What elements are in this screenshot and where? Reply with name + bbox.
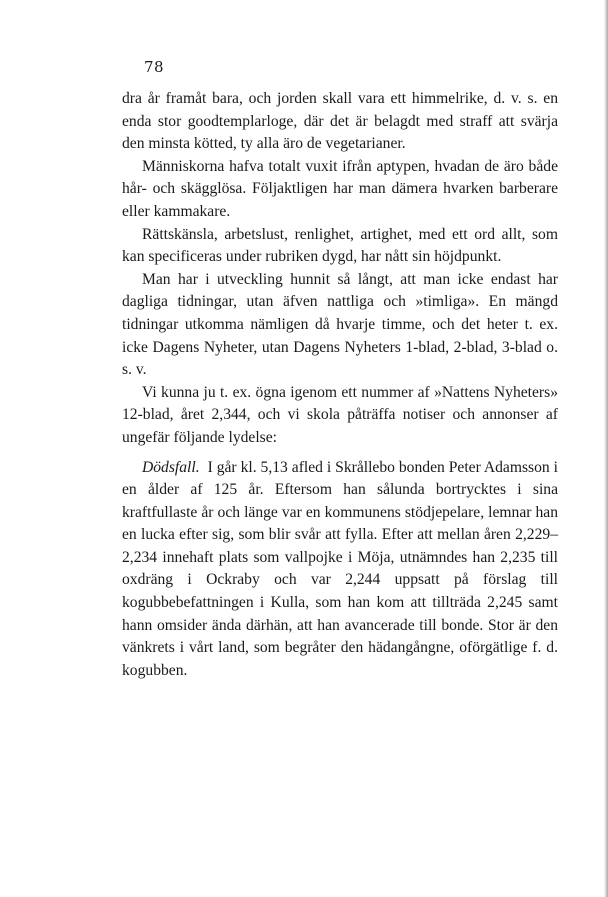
page-number: 78 (144, 58, 165, 76)
paragraph-5 (122, 382, 558, 450)
paragraph-text: Rättskänsla, arbetslust, renlighet, artighet, med ett ord allt, som kan specificeras under rubriken dygd, har nått sin höjdpunkt. (122, 225, 558, 266)
paragraph-text: Människorna hafva totalt vuxit ifrån aptypen, hvadan de äro både hår- och skägglösa. Följaktligen har man dämera hvarken barberare eller kammakare. (122, 157, 558, 220)
paragraph-text: I går kl. 5,13 afled i Skrållebo bonden Peter Adamsson i en ålder af 125 år. Eftersom han sålunda bortrycktes i sina kraftfullaste år och länge var en kommunens stödjepelare, lemnar han en lucka efter sig, som blir svår att fylla. Efter att mellan åren 2,229–2,234 innehaft plats som vallpojke i Möja, utnämndes han 2,235 till oxdräng i Ockraby och var 2,244 uppsatt på förslag till kogubbebefattningen i Kulla, som han kom att tillträda 2,245 samt hann omsider ända därhän, att han avancerade till bonde. Stor är den vänkrets i vårt land, som begråter den hädangångne, oförgätlige f. d. kogubben. (122, 458, 558, 679)
paragraph-1 (122, 88, 558, 156)
notice-heading: Dödsfall. (142, 458, 200, 476)
paragraph-2 (122, 156, 558, 224)
paragraph-text: dra år framåt bara, och jorden skall vara ett himmelrike, d. v. s. en enda stor goodtemplarloge, där det är belagdt med straff att svärja den minsta kötted, ty alla äro de vegetarianer. (122, 90, 558, 153)
paragraph-3 (122, 224, 558, 269)
paragraph-text: Man har i utveckling hunnit så långt, att man icke endast har dagliga tidningar, utan äfven nattliga och »timliga». En mängd tidningar utkomma nämligen då hvarje timme, och det heter t. ex. icke Dagens Nyheter, utan Dagens Nyheters 1-blad, 2-blad, 3-blad o. s. v. (122, 270, 558, 379)
paragraph-6-notice (122, 457, 558, 683)
paragraph-4 (122, 269, 558, 382)
body-text (122, 88, 558, 682)
scan-edge-shadow (604, 0, 608, 897)
paragraph-text: Vi kunna ju t. ex. ögna igenom ett nummer af »Nattens Nyheters» 12-blad, året 2,344, och vi skola påträffa notiser och annonser af ungefär följande lydelse: (122, 383, 558, 446)
